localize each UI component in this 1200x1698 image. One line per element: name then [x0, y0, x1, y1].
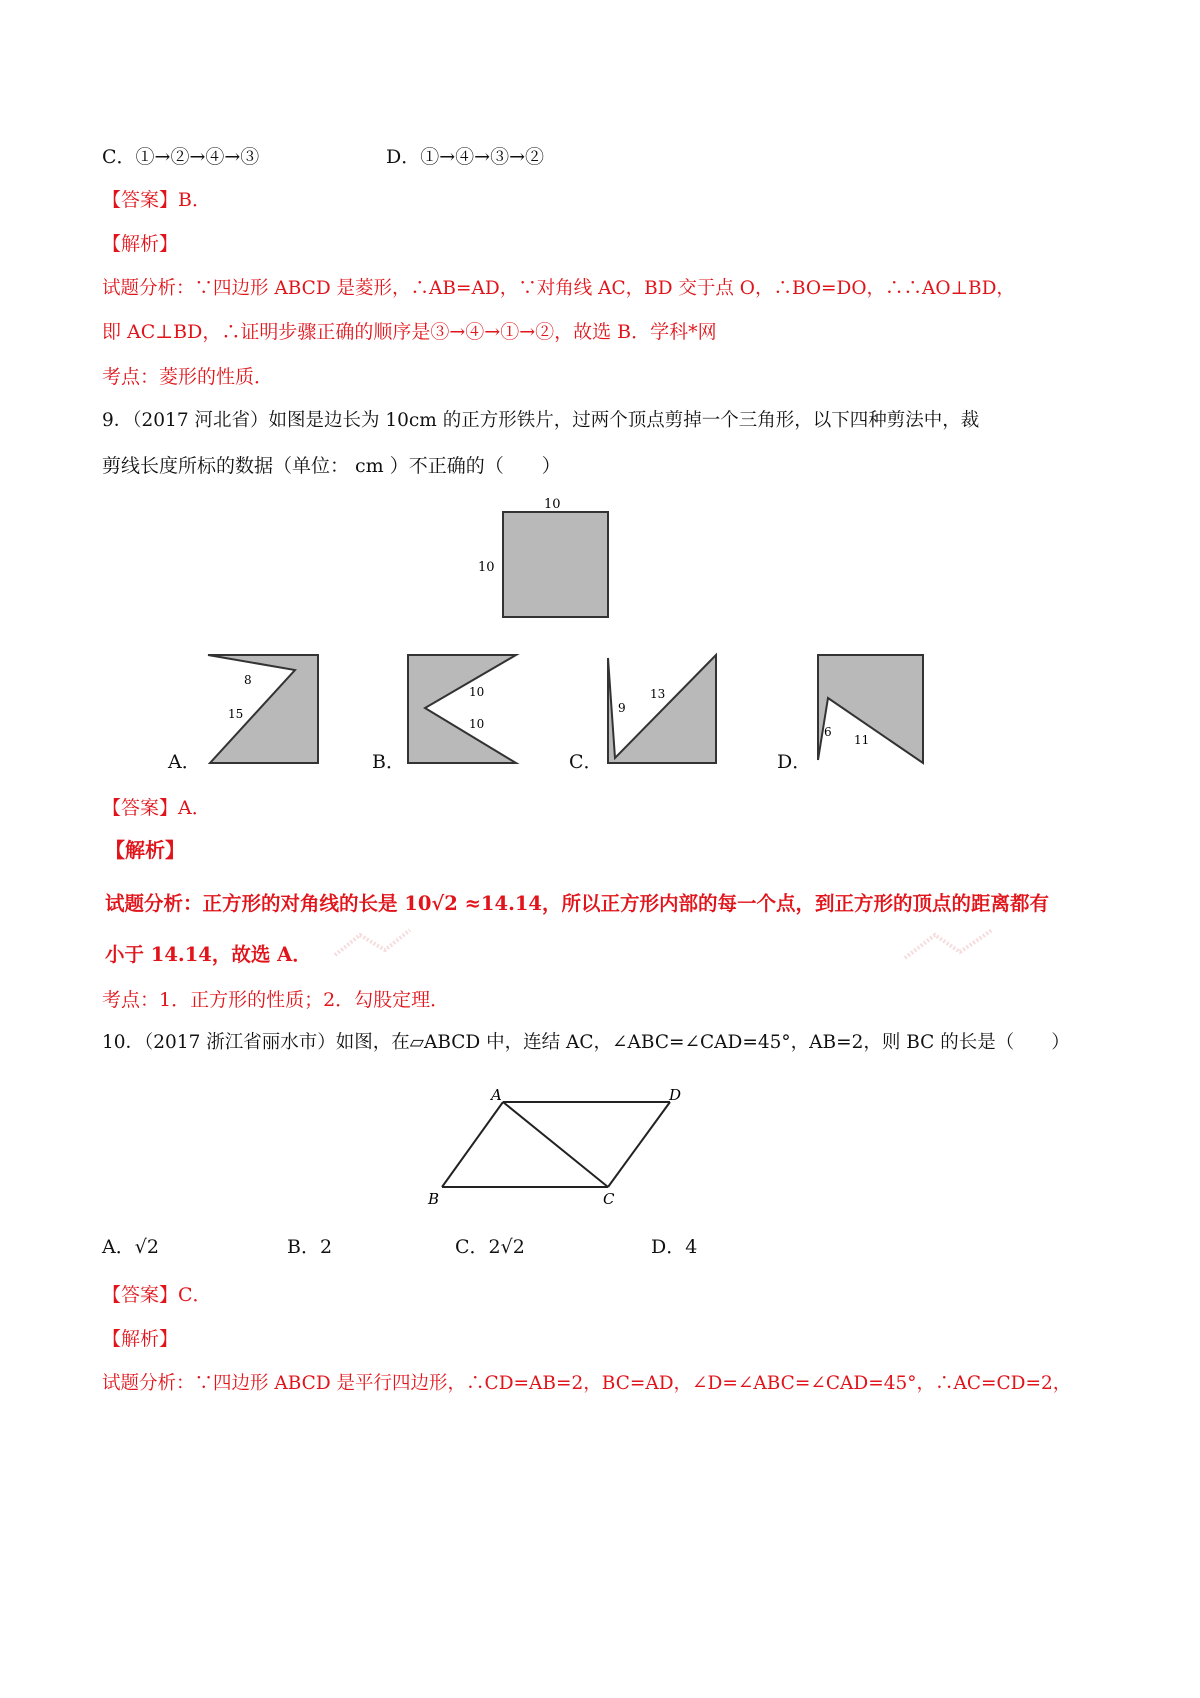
q9-analysis-line1: 试题分析：正方形的对角线的长是 10√2 ≈14.14，所以正方形内部的每一个点，到正方形的顶点的距离都有 — [105, 892, 1049, 915]
q9-kaodian: 考点：1．正方形的性质；2．勾股定理． — [102, 989, 450, 1011]
q9-stem-line1: 9．（2017 河北省）如图是边长为 10cm 的正方形铁片，过两个顶点剪掉一个三角形，以下四种剪法中，裁 — [102, 410, 980, 431]
q8-kaodian: 考点：菱形的性质． — [102, 366, 274, 388]
q8-answer: 【答案】B． — [102, 189, 211, 211]
q9-fig-c-label: C． — [569, 751, 603, 773]
q9-figure-d — [810, 650, 935, 765]
q9-figure-d-shape — [818, 655, 923, 763]
q10-option-d: D．4 — [651, 1236, 698, 1258]
q10-stem: 10．（2017 浙江省丽水市）如图，在▱ABCD 中，连结 AC，∠ABC=∠CAD=45°，AB=2，则 BC 的长是（ ） — [102, 1032, 1070, 1053]
q9-analysis-line2: 小于 14.14，故选 A． — [105, 943, 312, 966]
q10-option-c: C．2√2 — [455, 1236, 525, 1258]
watermark-logo — [900, 920, 1000, 970]
q9-figure-b-label-top: 10 — [469, 685, 485, 699]
q10-vertex-a: A — [491, 1086, 502, 1104]
q10-analysis-label: 【解析】 — [102, 1328, 179, 1350]
q10-answer: 【答案】C． — [102, 1284, 212, 1306]
q9-figure-b-shape — [408, 655, 516, 763]
q8-analysis-line1: 试题分析：∵四边形 ABCD 是菱形，∴AB=AD，∵对角线 AC，BD 交于点 O，∴BO=DO，∴∴AO⊥BD， — [102, 278, 1015, 299]
q10-diagonal-ac — [503, 1102, 608, 1187]
q9-figure-a-shape — [208, 655, 318, 763]
q10-vertex-d: D — [669, 1086, 682, 1104]
q9-figure-a — [200, 650, 325, 765]
q8-option-c: C．①→②→④→③ — [102, 146, 260, 168]
q8-option-d: D．①→④→③→② — [386, 146, 544, 168]
q9-square — [503, 512, 608, 617]
q10-option-a: A．√2 — [102, 1236, 159, 1258]
q9-square-top-label: 10 — [544, 497, 561, 512]
q10-parallelogram-figure — [420, 1080, 700, 1210]
q9-square-left-label: 10 — [478, 560, 495, 575]
watermark-logo — [330, 920, 420, 965]
q9-figure-b-label-bottom: 10 — [469, 717, 485, 731]
q9-stem-line2: 剪线长度所标的数据（单位： cm ）不正确的（ ） — [102, 455, 561, 477]
q9-square-figure — [470, 490, 620, 630]
q9-answer: 【答案】A． — [102, 797, 211, 819]
q9-figure-d-label-left: 6 — [824, 725, 832, 739]
q10-vertex-c: C — [603, 1190, 615, 1208]
q8-analysis-line2: 即 AC⊥BD，∴证明步骤正确的顺序是③→④→①→②，故选 B．学科*网 — [102, 321, 717, 343]
q9-fig-a-label: A． — [168, 751, 201, 773]
q9-figure-b — [403, 650, 523, 765]
q10-edge-cd — [608, 1102, 670, 1187]
q10-edge-ab — [442, 1102, 503, 1187]
q8-analysis-label: 【解析】 — [102, 233, 179, 255]
q9-figure-c-label-left: 9 — [618, 701, 626, 715]
q9-figure-c — [603, 650, 723, 765]
q9-fig-d-label: D． — [777, 751, 812, 773]
q10-analysis-line1: 试题分析：∵四边形 ABCD 是平行四边形，∴CD=AB=2，BC=AD，∠D=∠ABC=∠CAD=45°，∴AC=CD=2， — [102, 1373, 1072, 1394]
q9-fig-b-label: B． — [372, 751, 405, 773]
q10-option-b: B．2 — [287, 1236, 333, 1258]
q9-figure-d-label-diag: 11 — [854, 733, 870, 747]
q10-vertex-b: B — [428, 1190, 440, 1208]
q9-figure-c-label-diag: 13 — [650, 687, 666, 701]
q9-figure-a-label-top: 8 — [244, 673, 252, 687]
q9-figure-a-label-side: 15 — [228, 707, 244, 721]
q9-analysis-label: 【解析】 — [105, 838, 185, 862]
